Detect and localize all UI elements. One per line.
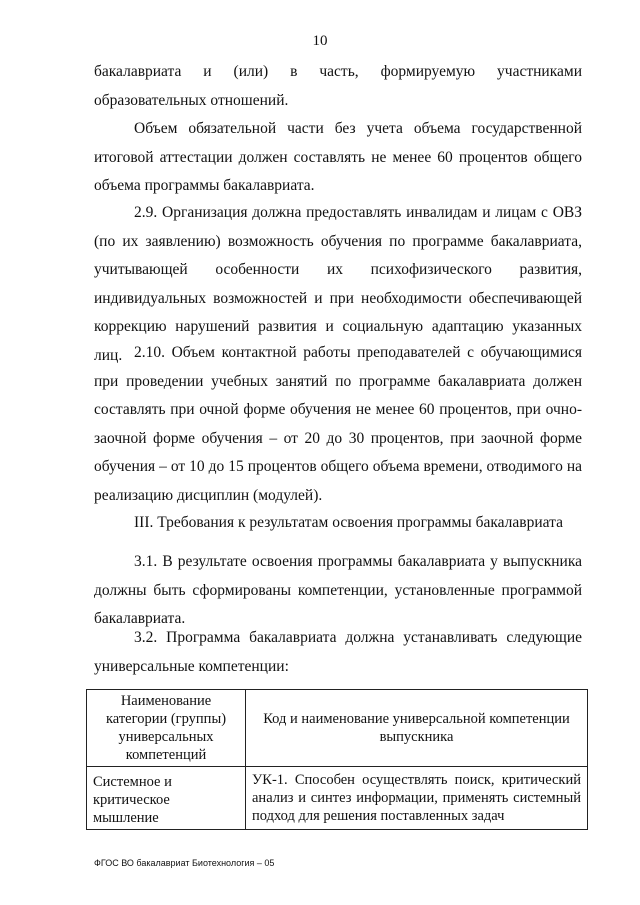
- table-cell-category: Системное и критическое мышление: [87, 767, 246, 830]
- page-footer: ФГОС ВО бакалавриат Биотехнология – 05: [94, 858, 275, 868]
- table-header-category: Наименование категории (группы) универсальных компетенций: [87, 690, 246, 767]
- section-heading: III. Требования к результатам освоения программы бакалавриата: [134, 514, 563, 531]
- paragraph-mandatory-part: Объем обязательной части без учета объема государственной итоговой аттестации должен составлять не менее 60 процентов общего объема программы бакалавриата.: [94, 120, 582, 194]
- page-number: 10: [312, 33, 328, 49]
- table-cell-competency: УК-1. Способен осуществлять поиск, критический анализ и синтез информации, применять системный подход для решения поставленных задач: [246, 767, 588, 830]
- paragraph-3-1: 3.1. В результате освоения программы бакалавриата у выпускника должны быть сформированы компетенции, установленные программой бакалавриата.: [94, 553, 582, 627]
- paragraph-2-10: 2.10. Объем контактной работы преподавателей с обучающимися при проведении учебных занятий по программе бакалавриата должен составлять при очной форме обучения не менее 60 процентов, при очно-заочной форме обучения – от 20 до 30 процентов, при заочной форме обучения – от 10 до 15 процентов общего объема времени, отводимого на реализацию дисциплин (модулей).: [94, 344, 582, 504]
- paragraph-2-9: 2.9. Организация должна предоставлять инвалидам и лицам с ОВЗ (по их заявлению) возможность обучения по программе бакалавриата, учитывающей особенности их психофизического развития, индивидуальных возможностей и при необходимости обеспечивающей коррекцию нарушений развития и социальную адаптацию указанных лиц.: [94, 204, 582, 364]
- paragraph-3-2: 3.2. Программа бакалавриата должна устанавливать следующие универсальные компетенции:: [94, 629, 582, 675]
- competencies-table: [86, 689, 588, 830]
- table-header-row: [87, 690, 588, 767]
- paragraph-continuation: бакалавриата и (или) в часть, формируемую участниками образовательных отношений.: [94, 63, 582, 109]
- table-row: [87, 767, 588, 830]
- table-header-competency: Код и наименование универсальной компетенции выпускника: [246, 690, 588, 767]
